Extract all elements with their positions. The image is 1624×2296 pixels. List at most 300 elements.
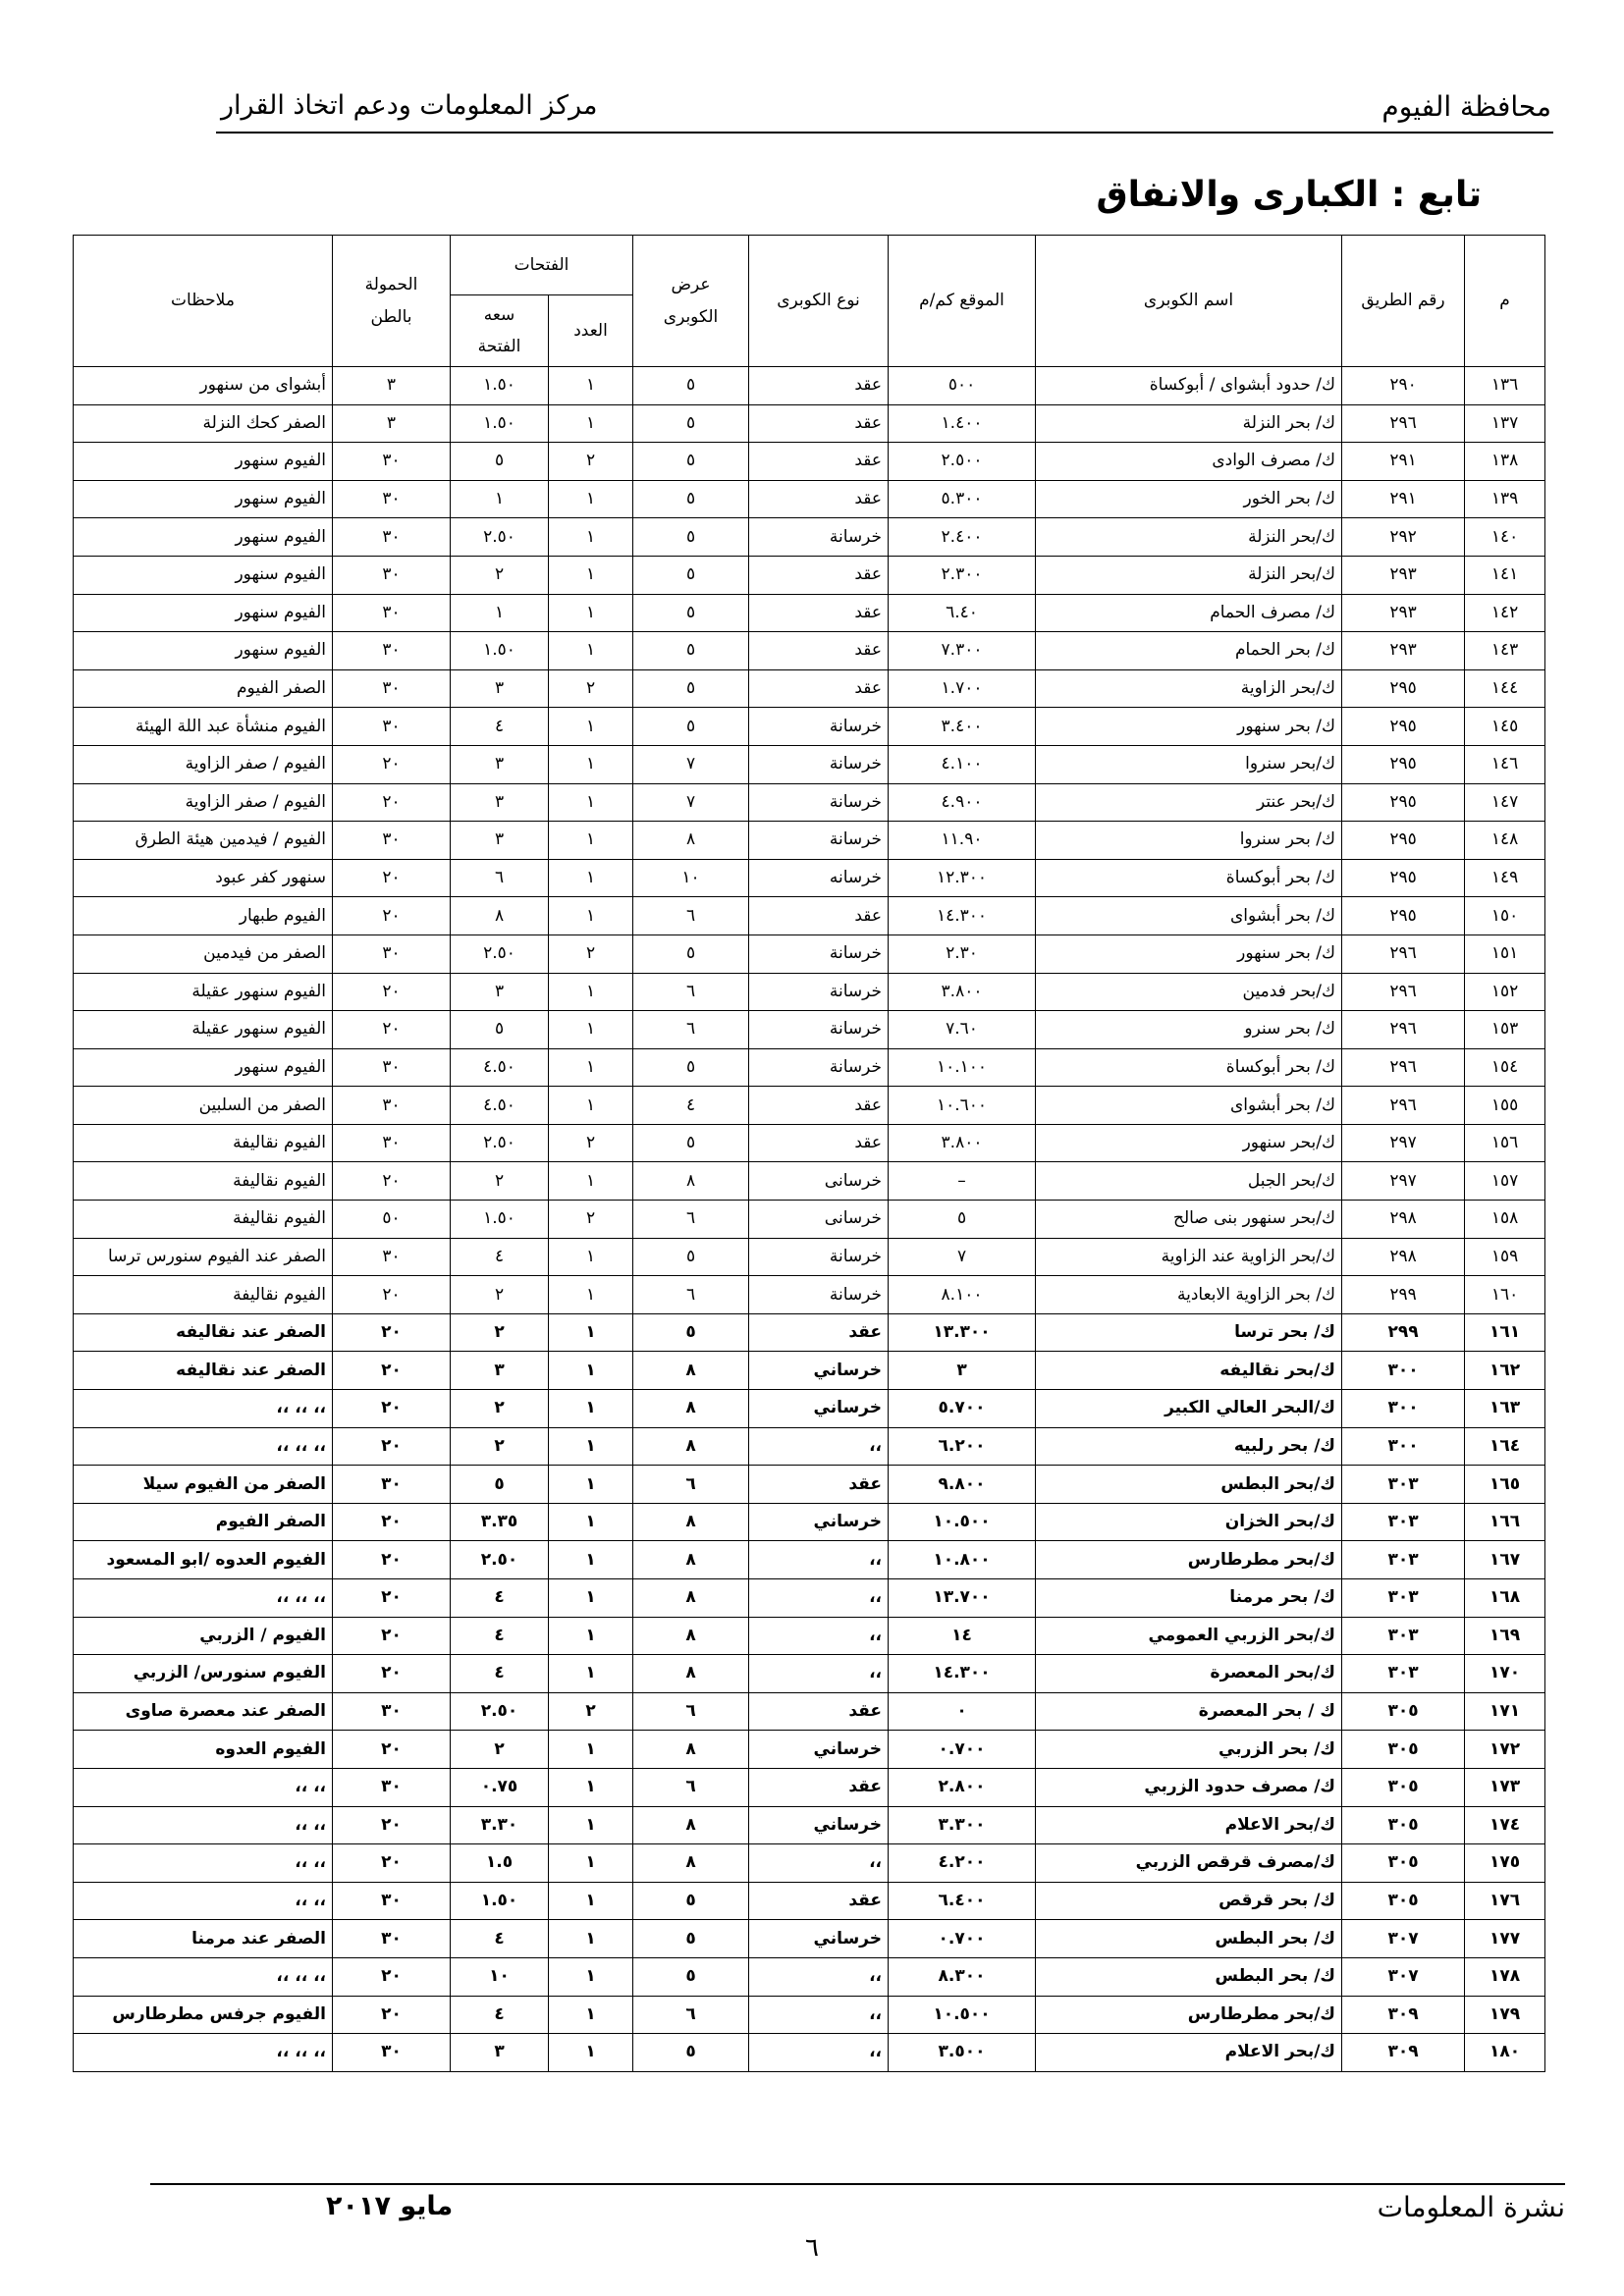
cell-bridge-type: ،، (749, 1957, 889, 1996)
cell-load: ٢٠ (333, 1352, 451, 1390)
cell-road-number: ٢٩٨ (1342, 1201, 1465, 1239)
cell-notes: الفيوم سنهور (74, 1048, 333, 1087)
table-row (74, 1768, 1545, 1806)
cell-location: ٥ (889, 1201, 1036, 1239)
cell-road-number: ٣٠٥ (1342, 1731, 1465, 1769)
cell-bridge-width: ٨ (633, 1503, 749, 1541)
table-row (74, 822, 1545, 860)
cell-index: ١٤٦ (1465, 745, 1545, 783)
cell-bridge-type: خرساني (749, 1920, 889, 1958)
cell-notes: الصفر عند نقاليفه (74, 1313, 333, 1352)
cell-bridge-type: عقد (749, 632, 889, 670)
cell-road-number: ٢٩٦ (1342, 1087, 1465, 1125)
cell-bridge-type: خرسانة (749, 822, 889, 860)
cell-bridge-width: ٥ (633, 404, 749, 443)
cell-index: ١٧٠ (1465, 1655, 1545, 1693)
cell-road-number: ٣٠٠ (1342, 1352, 1465, 1390)
cell-load: ٣٠ (333, 1920, 451, 1958)
cell-load: ٢٠ (333, 859, 451, 897)
cell-location: ٧.٦٠ (889, 1011, 1036, 1049)
cell-openings-count: ٢ (549, 1201, 633, 1239)
cell-notes: الفيوم سنهور عقيلة (74, 973, 333, 1011)
cell-opening-capacity: ١.٥٠ (451, 404, 549, 443)
cell-index: ١٣٩ (1465, 480, 1545, 518)
cell-openings-count: ١ (549, 897, 633, 935)
cell-notes: الفيوم / صفر الزاوية (74, 745, 333, 783)
cell-road-number: ٢٩٣ (1342, 632, 1465, 670)
cell-notes: ،، ،، ،، (74, 2034, 333, 2072)
cell-location: ٢.٨٠٠ (889, 1768, 1036, 1806)
cell-load: ٢٠ (333, 1579, 451, 1618)
cell-index: ١٥٧ (1465, 1162, 1545, 1201)
cell-load: ٢٠ (333, 1655, 451, 1693)
cell-opening-capacity: ٢.٥٠ (451, 1541, 549, 1579)
cell-openings-count: ١ (549, 1768, 633, 1806)
cell-location: ٤.٢٠٠ (889, 1844, 1036, 1883)
cell-bridge-width: ٥ (633, 669, 749, 708)
cell-openings-count: ١ (549, 1276, 633, 1314)
cell-openings-count: ٢ (549, 669, 633, 708)
table-row (74, 897, 1545, 935)
cell-road-number: ٢٩٢ (1342, 518, 1465, 557)
cell-opening-capacity: ٢ (451, 1427, 549, 1466)
cell-openings-count: ١ (549, 859, 633, 897)
cell-index: ١٥٠ (1465, 897, 1545, 935)
cell-load: ٣٠ (333, 708, 451, 746)
cell-road-number: ٣٠٥ (1342, 1844, 1465, 1883)
cell-opening-capacity: ٣ (451, 973, 549, 1011)
table-row (74, 1503, 1545, 1541)
cell-index: ١٣٧ (1465, 404, 1545, 443)
cell-bridge-type: عقد (749, 367, 889, 405)
cell-bridge-width: ٥ (633, 632, 749, 670)
cell-opening-capacity: ٥ (451, 1466, 549, 1504)
cell-location: ٠.٧٠٠ (889, 1731, 1036, 1769)
cell-openings-count: ١ (549, 632, 633, 670)
cell-bridge-type: عقد (749, 1313, 889, 1352)
cell-bridge-type: خرسانة (749, 745, 889, 783)
cell-notes: الصفر كحك النزلة (74, 404, 333, 443)
cell-openings-count: ١ (549, 1882, 633, 1920)
cell-load: ٢٠ (333, 1276, 451, 1314)
cell-openings-count: ١ (549, 480, 633, 518)
cell-road-number: ٣٠٣ (1342, 1655, 1465, 1693)
cell-bridge-type: خرسانى (749, 1201, 889, 1239)
cell-opening-capacity: ٣.٣٠ (451, 1806, 549, 1844)
cell-load: ٣٠ (333, 1692, 451, 1731)
cell-load: ٣٠ (333, 518, 451, 557)
cell-openings-count: ٢ (549, 443, 633, 481)
header-divider (216, 132, 1553, 133)
cell-openings-count: ١ (549, 1957, 633, 1996)
cell-road-number: ٢٩٥ (1342, 859, 1465, 897)
cell-load: ٣٠ (333, 443, 451, 481)
cell-notes: أبشواى من سنهور (74, 367, 333, 405)
table-row (74, 973, 1545, 1011)
cell-openings-count: ١ (549, 1806, 633, 1844)
cell-index: ١٦٣ (1465, 1390, 1545, 1428)
cell-notes: ،، ،، (74, 1806, 333, 1844)
table-row (74, 2034, 1545, 2072)
cell-bridge-width: ٦ (633, 1692, 749, 1731)
cell-road-number: ٢٩٠ (1342, 367, 1465, 405)
cell-openings-count: ١ (549, 1011, 633, 1049)
cell-location: ٢.٣٠٠ (889, 556, 1036, 594)
cell-road-number: ٣٠٣ (1342, 1503, 1465, 1541)
section-title: تابع : الكبارى والانفاق (1096, 175, 1482, 215)
cell-location: ٥.٣٠٠ (889, 480, 1036, 518)
cell-opening-capacity: ١.٥٠ (451, 367, 549, 405)
table-row (74, 1882, 1545, 1920)
cell-bridge-name: ك/بحر الخزان (1036, 1503, 1342, 1541)
cell-load: ٣٠ (333, 1087, 451, 1125)
cell-notes: الفيوم سنهور (74, 556, 333, 594)
cell-index: ١٦٠ (1465, 1276, 1545, 1314)
cell-load: ٣٠ (333, 632, 451, 670)
cell-index: ١٥١ (1465, 934, 1545, 973)
cell-index: ١٧١ (1465, 1692, 1545, 1731)
cell-load: ٢٠ (333, 1427, 451, 1466)
cell-openings-count: ١ (549, 1617, 633, 1655)
cell-load: ٢٠ (333, 1313, 451, 1352)
table-row (74, 1996, 1545, 2034)
cell-index: ١٤٨ (1465, 822, 1545, 860)
cell-bridge-type: ،، (749, 1541, 889, 1579)
cell-bridge-width: ٨ (633, 1541, 749, 1579)
cell-opening-capacity: ٤.٥٠ (451, 1048, 549, 1087)
cell-bridge-name: ك/بحر عنتر (1036, 783, 1342, 822)
cell-load: ٢٠ (333, 1390, 451, 1428)
cell-index: ١٦٧ (1465, 1541, 1545, 1579)
cell-location: ١.٧٠٠ (889, 669, 1036, 708)
cell-index: ١٧٦ (1465, 1882, 1545, 1920)
cell-openings-count: ١ (549, 518, 633, 557)
cell-openings-count: ١ (549, 1541, 633, 1579)
table-row (74, 1276, 1545, 1314)
cell-bridge-name: ك/ بحر الزربي (1036, 1731, 1342, 1769)
cell-bridge-type: خرسانة (749, 1238, 889, 1276)
cell-location: ٦.٤٠٠ (889, 1882, 1036, 1920)
cell-bridge-type: عقد (749, 556, 889, 594)
cell-opening-capacity: ٢ (451, 1313, 549, 1352)
cell-bridge-width: ٥ (633, 708, 749, 746)
cell-bridge-type: ،، (749, 1996, 889, 2034)
cell-opening-capacity: ٤ (451, 1920, 549, 1958)
cell-bridge-type: عقد (749, 1692, 889, 1731)
cell-bridge-name: ك/بحر سنهور (1036, 1124, 1342, 1162)
cell-bridge-type: عقد (749, 594, 889, 632)
cell-road-number: ٢٩٦ (1342, 404, 1465, 443)
cell-openings-count: ١ (549, 1655, 633, 1693)
cell-load: ٣٠ (333, 1238, 451, 1276)
cell-road-number: ٢٩٩ (1342, 1276, 1465, 1314)
cell-bridge-width: ٥ (633, 367, 749, 405)
publication-name: نشرة المعلومات (1377, 2191, 1565, 2223)
cell-bridge-name: ك/بحر مطرطارس (1036, 1541, 1342, 1579)
cell-location: ١٠.٥٠٠ (889, 1996, 1036, 2034)
cell-bridge-name: ك/بحر النزلة (1036, 518, 1342, 557)
header-index: م (1465, 236, 1545, 367)
cell-notes: ،، ،، (74, 1844, 333, 1883)
cell-bridge-name: ك/بحر فدمين (1036, 973, 1342, 1011)
cell-load: ٢٠ (333, 897, 451, 935)
cell-bridge-name: ك/بحر الاعلام (1036, 2034, 1342, 2072)
cell-opening-capacity: ١.٥ (451, 1844, 549, 1883)
cell-load: ٣٠ (333, 594, 451, 632)
cell-bridge-width: ٥ (633, 1124, 749, 1162)
cell-opening-capacity: ١.٥٠ (451, 632, 549, 670)
cell-bridge-type: خرسانة (749, 1011, 889, 1049)
cell-load: ٢٠ (333, 1996, 451, 2034)
cell-bridge-type: خرسانه (749, 859, 889, 897)
cell-road-number: ٢٩٩ (1342, 1313, 1465, 1352)
cell-bridge-type: خرسانة (749, 1048, 889, 1087)
table-row (74, 1541, 1545, 1579)
cell-openings-count: ١ (549, 1087, 633, 1125)
cell-load: ٣٠ (333, 669, 451, 708)
cell-road-number: ٣٠٠ (1342, 1427, 1465, 1466)
cell-notes: ،، ،، ،، (74, 1957, 333, 1996)
cell-bridge-type: عقد (749, 1466, 889, 1504)
cell-bridge-name: ك / بحر المعصرة (1036, 1692, 1342, 1731)
cell-road-number: ٣٠٠ (1342, 1390, 1465, 1428)
cell-bridge-type: خرسانة (749, 1276, 889, 1314)
cell-load: ٣٠ (333, 480, 451, 518)
cell-notes: الفيوم نقاليفة (74, 1201, 333, 1239)
cell-opening-capacity: ٢ (451, 556, 549, 594)
bridges-table-body (74, 367, 1545, 2072)
cell-load: ٣ (333, 367, 451, 405)
cell-bridge-type: ،، (749, 1844, 889, 1883)
cell-openings-count: ١ (549, 1162, 633, 1201)
cell-load: ٥٠ (333, 1201, 451, 1239)
cell-notes: الصفر الفيوم (74, 1503, 333, 1541)
table-row (74, 1390, 1545, 1428)
cell-opening-capacity: ٢.٥٠ (451, 1692, 549, 1731)
cell-location: ٣.٤٠٠ (889, 708, 1036, 746)
cell-road-number: ٢٩٥ (1342, 783, 1465, 822)
cell-index: ١٤٤ (1465, 669, 1545, 708)
cell-location: ١٠.٥٠٠ (889, 1503, 1036, 1541)
cell-bridge-name: ك/ بحر أبوكساة (1036, 859, 1342, 897)
governorate-name: محافظة الفيوم (1381, 90, 1551, 123)
cell-opening-capacity: ٢.٥٠ (451, 518, 549, 557)
cell-load: ٣٠ (333, 822, 451, 860)
cell-notes: الفيوم سنورس/ الزربي (74, 1655, 333, 1693)
cell-opening-capacity: ٥ (451, 443, 549, 481)
cell-opening-capacity: ٣.٣٥ (451, 1503, 549, 1541)
cell-notes: سنهور كفر عبود (74, 859, 333, 897)
cell-opening-capacity: ٤ (451, 708, 549, 746)
table-row (74, 783, 1545, 822)
cell-bridge-name: ك/ بحر البطس (1036, 1957, 1342, 1996)
cell-opening-capacity: ٤ (451, 1617, 549, 1655)
cell-bridge-type: خرسانة (749, 708, 889, 746)
cell-notes: الفيوم / صفر الزاوية (74, 783, 333, 822)
header-location: الموقع كم/م (889, 236, 1036, 367)
cell-index: ١٧٩ (1465, 1996, 1545, 2034)
cell-bridge-type: عقد (749, 1124, 889, 1162)
table-row (74, 1957, 1545, 1996)
cell-bridge-type: عقد (749, 1768, 889, 1806)
bridges-table (73, 235, 1545, 2072)
cell-bridge-name: ك/ بحر أبشواى (1036, 1087, 1342, 1125)
header-bridge-type: نوع الكوبرى (749, 236, 889, 367)
cell-location: ١٣.٧٠٠ (889, 1579, 1036, 1618)
cell-notes: ،، ،، (74, 1768, 333, 1806)
cell-road-number: ٢٩٧ (1342, 1124, 1465, 1162)
table-row (74, 594, 1545, 632)
cell-bridge-type: خرساني (749, 1806, 889, 1844)
cell-location: ١.٤٠٠ (889, 404, 1036, 443)
cell-opening-capacity: ٠.٧٥ (451, 1768, 549, 1806)
table-row (74, 518, 1545, 557)
cell-location: ٠.٧٠٠ (889, 1920, 1036, 1958)
cell-bridge-type: خرساني (749, 1352, 889, 1390)
cell-index: ١٤٥ (1465, 708, 1545, 746)
cell-load: ٣٠ (333, 1768, 451, 1806)
cell-bridge-width: ٨ (633, 1655, 749, 1693)
header-load: الحمولة بالطن (333, 236, 451, 367)
cell-bridge-width: ٨ (633, 822, 749, 860)
cell-bridge-width: ٥ (633, 1313, 749, 1352)
cell-road-number: ٢٩٦ (1342, 1011, 1465, 1049)
cell-openings-count: ١ (549, 822, 633, 860)
cell-notes: الفيوم / فيدمين هيئة الطرق (74, 822, 333, 860)
cell-notes: الصفر من السلبين (74, 1087, 333, 1125)
cell-bridge-width: ٦ (633, 1276, 749, 1314)
cell-location: ١٠.٦٠٠ (889, 1087, 1036, 1125)
table-row (74, 1238, 1545, 1276)
cell-road-number: ٢٩٦ (1342, 973, 1465, 1011)
cell-openings-count: ١ (549, 1313, 633, 1352)
cell-load: ٢٠ (333, 1957, 451, 1996)
cell-bridge-width: ٨ (633, 1579, 749, 1618)
table-row (74, 1087, 1545, 1125)
cell-openings-count: ١ (549, 1579, 633, 1618)
cell-index: ١٤٩ (1465, 859, 1545, 897)
cell-bridge-name: ك/بحر الجبل (1036, 1162, 1342, 1201)
cell-bridge-type: خرساني (749, 1503, 889, 1541)
page-number: ٦ (805, 2233, 819, 2263)
cell-road-number: ٢٩٥ (1342, 745, 1465, 783)
table-row (74, 1124, 1545, 1162)
cell-load: ٢٠ (333, 745, 451, 783)
cell-road-number: ٣٠٩ (1342, 2034, 1465, 2072)
cell-road-number: ٣٠٣ (1342, 1541, 1465, 1579)
publication-date: مايو ٢٠١٧ (326, 2191, 454, 2221)
cell-location: ٥.٧٠٠ (889, 1390, 1036, 1428)
cell-location: ١٢.٣٠٠ (889, 859, 1036, 897)
cell-bridge-width: ٦ (633, 973, 749, 1011)
cell-opening-capacity: ٨ (451, 897, 549, 935)
cell-location: ٧ (889, 1238, 1036, 1276)
cell-bridge-width: ٦ (633, 1011, 749, 1049)
cell-bridge-name: ك/بحر الاعلام (1036, 1806, 1342, 1844)
cell-road-number: ٣٠٧ (1342, 1920, 1465, 1958)
cell-bridge-name: ك/بحر الزربي العمومي (1036, 1617, 1342, 1655)
cell-bridge-name: ك/ بحر رلبيه (1036, 1427, 1342, 1466)
cell-openings-count: ١ (549, 367, 633, 405)
cell-road-number: ٢٩٣ (1342, 594, 1465, 632)
cell-bridge-name: ك/بحر سنهور بنى صالح (1036, 1201, 1342, 1239)
cell-bridge-name: ك/ حدود أبشواى / أبوكساة (1036, 367, 1342, 405)
cell-notes: الفيوم سنهور (74, 594, 333, 632)
cell-road-number: ٣٠٥ (1342, 1882, 1465, 1920)
cell-road-number: ٢٩٧ (1342, 1162, 1465, 1201)
cell-opening-capacity: ٣ (451, 745, 549, 783)
footer-divider (150, 2183, 1565, 2185)
cell-openings-count: ١ (549, 556, 633, 594)
cell-notes: الصفر عند معصرة صاوى (74, 1692, 333, 1731)
cell-opening-capacity: ١ (451, 480, 549, 518)
cell-location: ١٠.٨٠٠ (889, 1541, 1036, 1579)
header-road-number: رقم الطريق (1342, 236, 1465, 367)
cell-notes: الصفر عند نقاليفه (74, 1352, 333, 1390)
cell-bridge-type: عقد (749, 1087, 889, 1125)
cell-bridge-name: ك/بحر النزلة (1036, 556, 1342, 594)
cell-load: ٢٠ (333, 783, 451, 822)
cell-index: ١٦٢ (1465, 1352, 1545, 1390)
cell-bridge-name: ك/ بحر أبوكساة (1036, 1048, 1342, 1087)
cell-openings-count: ١ (549, 1048, 633, 1087)
cell-bridge-name: ك/بحر المعصرة (1036, 1655, 1342, 1693)
cell-notes: ،، ،، (74, 1882, 333, 1920)
cell-notes: الفيوم منشأة عبد اللة الهيئة (74, 708, 333, 746)
cell-opening-capacity: ٣ (451, 669, 549, 708)
cell-index: ١٧٨ (1465, 1957, 1545, 1996)
cell-load: ٢٠ (333, 1731, 451, 1769)
cell-road-number: ٣٠٣ (1342, 1617, 1465, 1655)
cell-bridge-type: ،، (749, 2034, 889, 2072)
cell-bridge-type: ،، (749, 1427, 889, 1466)
cell-location: ٦.٢٠٠ (889, 1427, 1036, 1466)
cell-road-number: ٣٠٥ (1342, 1768, 1465, 1806)
cell-notes: الفيوم جرفس مطرطارس (74, 1996, 333, 2034)
cell-location: ٣.٣٠٠ (889, 1806, 1036, 1844)
cell-bridge-name: ك/ بحر سنهور (1036, 934, 1342, 973)
cell-index: ١٥٥ (1465, 1087, 1545, 1125)
table-row (74, 404, 1545, 443)
cell-opening-capacity: ٣ (451, 1352, 549, 1390)
cell-road-number: ٣٠٥ (1342, 1806, 1465, 1844)
cell-opening-capacity: ٢ (451, 1731, 549, 1769)
cell-road-number: ٢٩٥ (1342, 822, 1465, 860)
cell-location: ٣ (889, 1352, 1036, 1390)
cell-bridge-name: ك/بحر الزاوية عند الزاوية (1036, 1238, 1342, 1276)
cell-load: ٣٠ (333, 2034, 451, 2072)
cell-index: ١٧٢ (1465, 1731, 1545, 1769)
cell-opening-capacity: ٤ (451, 1996, 549, 2034)
cell-notes: الفيوم نقاليفة (74, 1124, 333, 1162)
cell-bridge-width: ٥ (633, 1882, 749, 1920)
cell-load: ٣٠ (333, 1466, 451, 1504)
cell-opening-capacity: ٢.٥٠ (451, 934, 549, 973)
cell-bridge-width: ٥ (633, 1048, 749, 1087)
cell-bridge-name: ك/بحر مطرطارس (1036, 1996, 1342, 2034)
cell-load: ٢٠ (333, 1541, 451, 1579)
cell-notes: الفيوم نقاليفة (74, 1162, 333, 1201)
cell-index: ١٧٤ (1465, 1806, 1545, 1844)
table-row (74, 1427, 1545, 1466)
cell-road-number: ٢٩٥ (1342, 669, 1465, 708)
cell-location: ٢.٤٠٠ (889, 518, 1036, 557)
cell-notes: الفيوم سنهور (74, 518, 333, 557)
cell-openings-count: ١ (549, 708, 633, 746)
cell-openings-count: ١ (549, 1503, 633, 1541)
cell-bridge-width: ٥ (633, 443, 749, 481)
cell-notes: الصفر عند الفيوم سنورس ترسا (74, 1238, 333, 1276)
